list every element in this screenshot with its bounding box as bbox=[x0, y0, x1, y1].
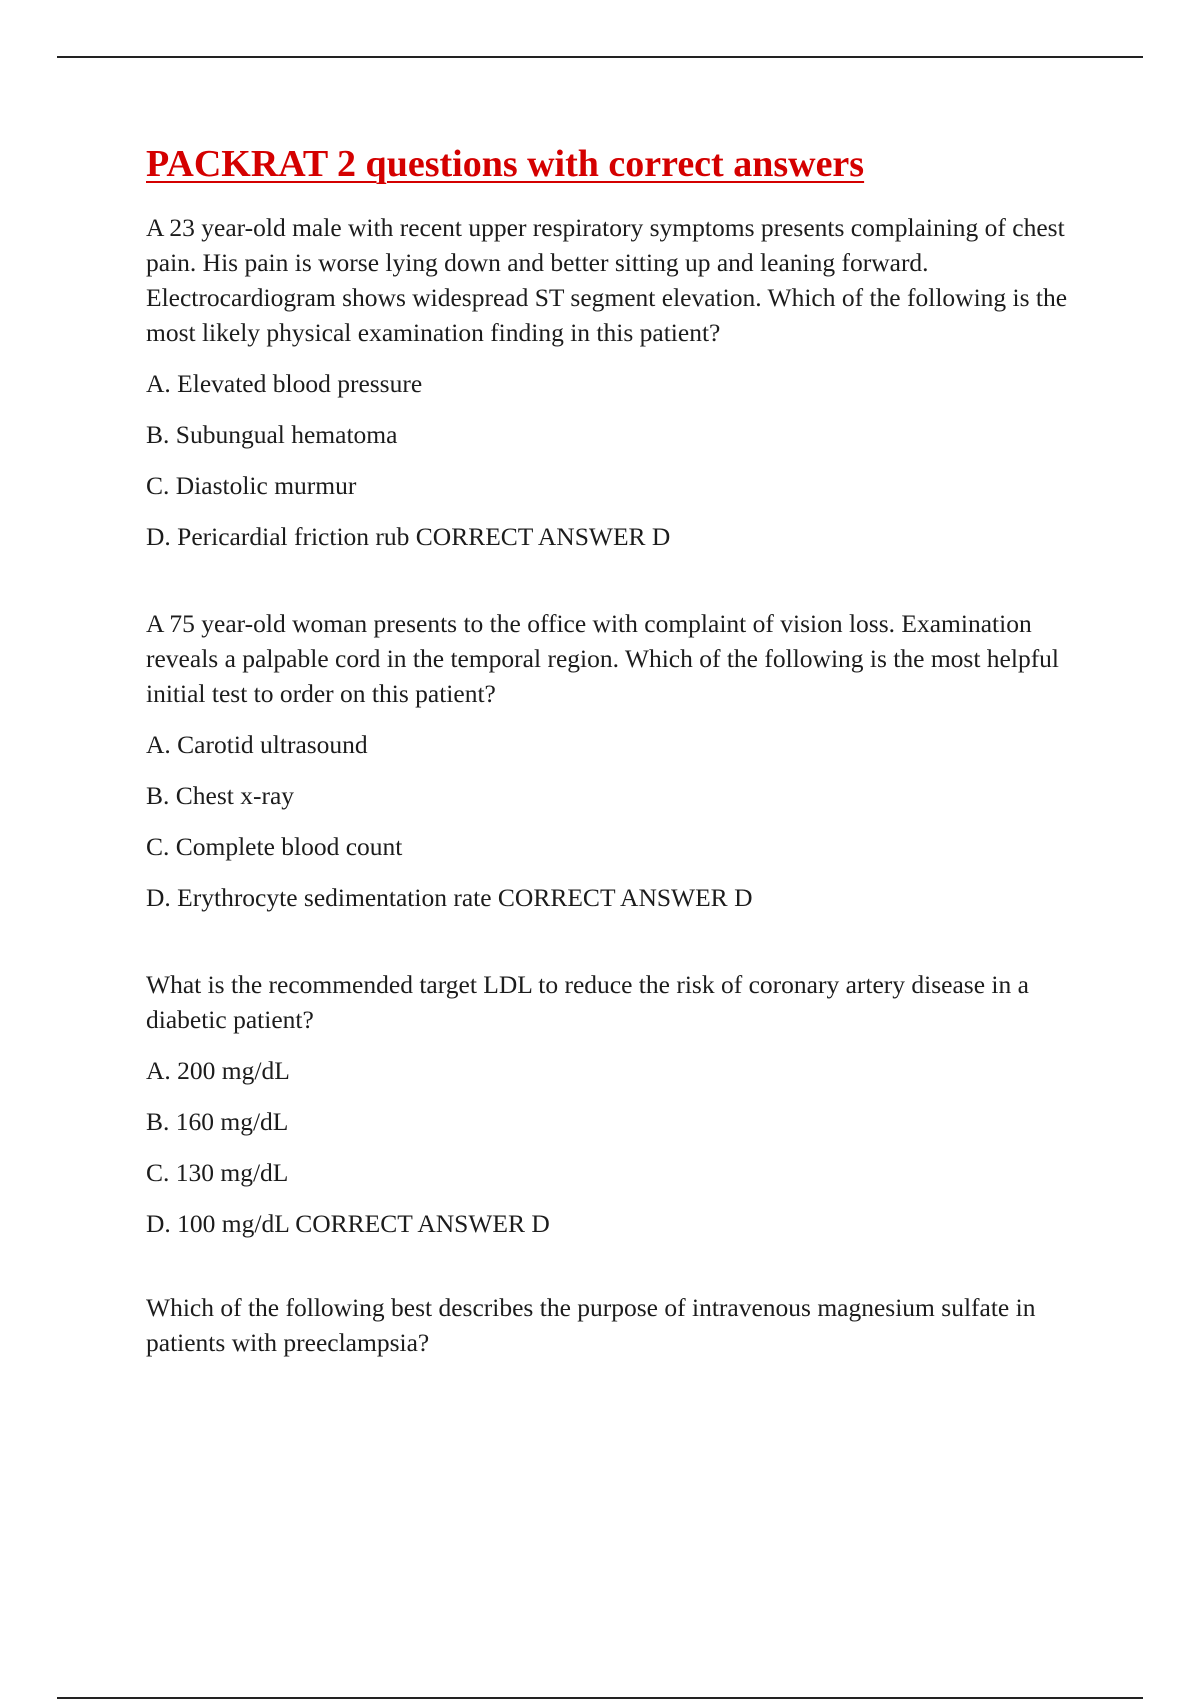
answer-option: D. 100 mg/dL CORRECT ANSWER D bbox=[146, 1208, 550, 1238]
header-rule bbox=[57, 56, 1143, 58]
answer-option: D. Pericardial friction rub CORRECT ANSWER D bbox=[146, 521, 671, 551]
answer-option: B. Subungual hematoma bbox=[146, 419, 398, 449]
answer-option: C. Diastolic murmur bbox=[146, 470, 357, 500]
question-text: A 75 year-old woman presents to the office with complaint of vision loss. Examination reveals a palpable cord in the temporal region. Which of the following is the most helpful initial test to order on this patient? bbox=[146, 608, 1060, 708]
question-text: What is the recommended target LDL to reduce the risk of coronary artery disease in a diabetic patient? bbox=[146, 969, 1029, 1034]
answer-option: A. Elevated blood pressure bbox=[146, 368, 423, 398]
answer-options bbox=[146, 727, 1106, 915]
question-block bbox=[146, 967, 1106, 1241]
answer-option: B. Chest x-ray bbox=[146, 780, 295, 810]
answer-option: D. Erythrocyte sedimentation rate CORRECT ANSWER D bbox=[146, 882, 753, 912]
answer-option: A. Carotid ultrasound bbox=[146, 729, 368, 759]
question-text: A 23 year-old male with recent upper respiratory symptoms presents complaining of chest pain. His pain is worse lying down and better sitting up and leaning forward. Electrocardiogram shows widespread ST segment elevation. Which of the following is the most likely physical examination finding in this patient? bbox=[146, 212, 1068, 347]
question-text: Which of the following best describes the purpose of intravenous magnesium sulfate in patients with preeclampsia? bbox=[146, 1292, 1036, 1357]
answer-option: C. 130 mg/dL bbox=[146, 1157, 289, 1187]
document-body bbox=[146, 142, 1106, 1412]
question-block bbox=[146, 606, 1106, 915]
document-title: PACKRAT 2 questions with correct answers bbox=[146, 143, 865, 185]
question-block bbox=[146, 1290, 1106, 1360]
answer-option: A. 200 mg/dL bbox=[146, 1055, 290, 1085]
footer-rule bbox=[57, 1697, 1143, 1699]
question-block bbox=[146, 210, 1106, 554]
answer-option: B. 160 mg/dL bbox=[146, 1106, 289, 1136]
answer-options bbox=[146, 1053, 1106, 1241]
answer-options bbox=[146, 366, 1106, 554]
answer-option: C. Complete blood count bbox=[146, 831, 403, 861]
